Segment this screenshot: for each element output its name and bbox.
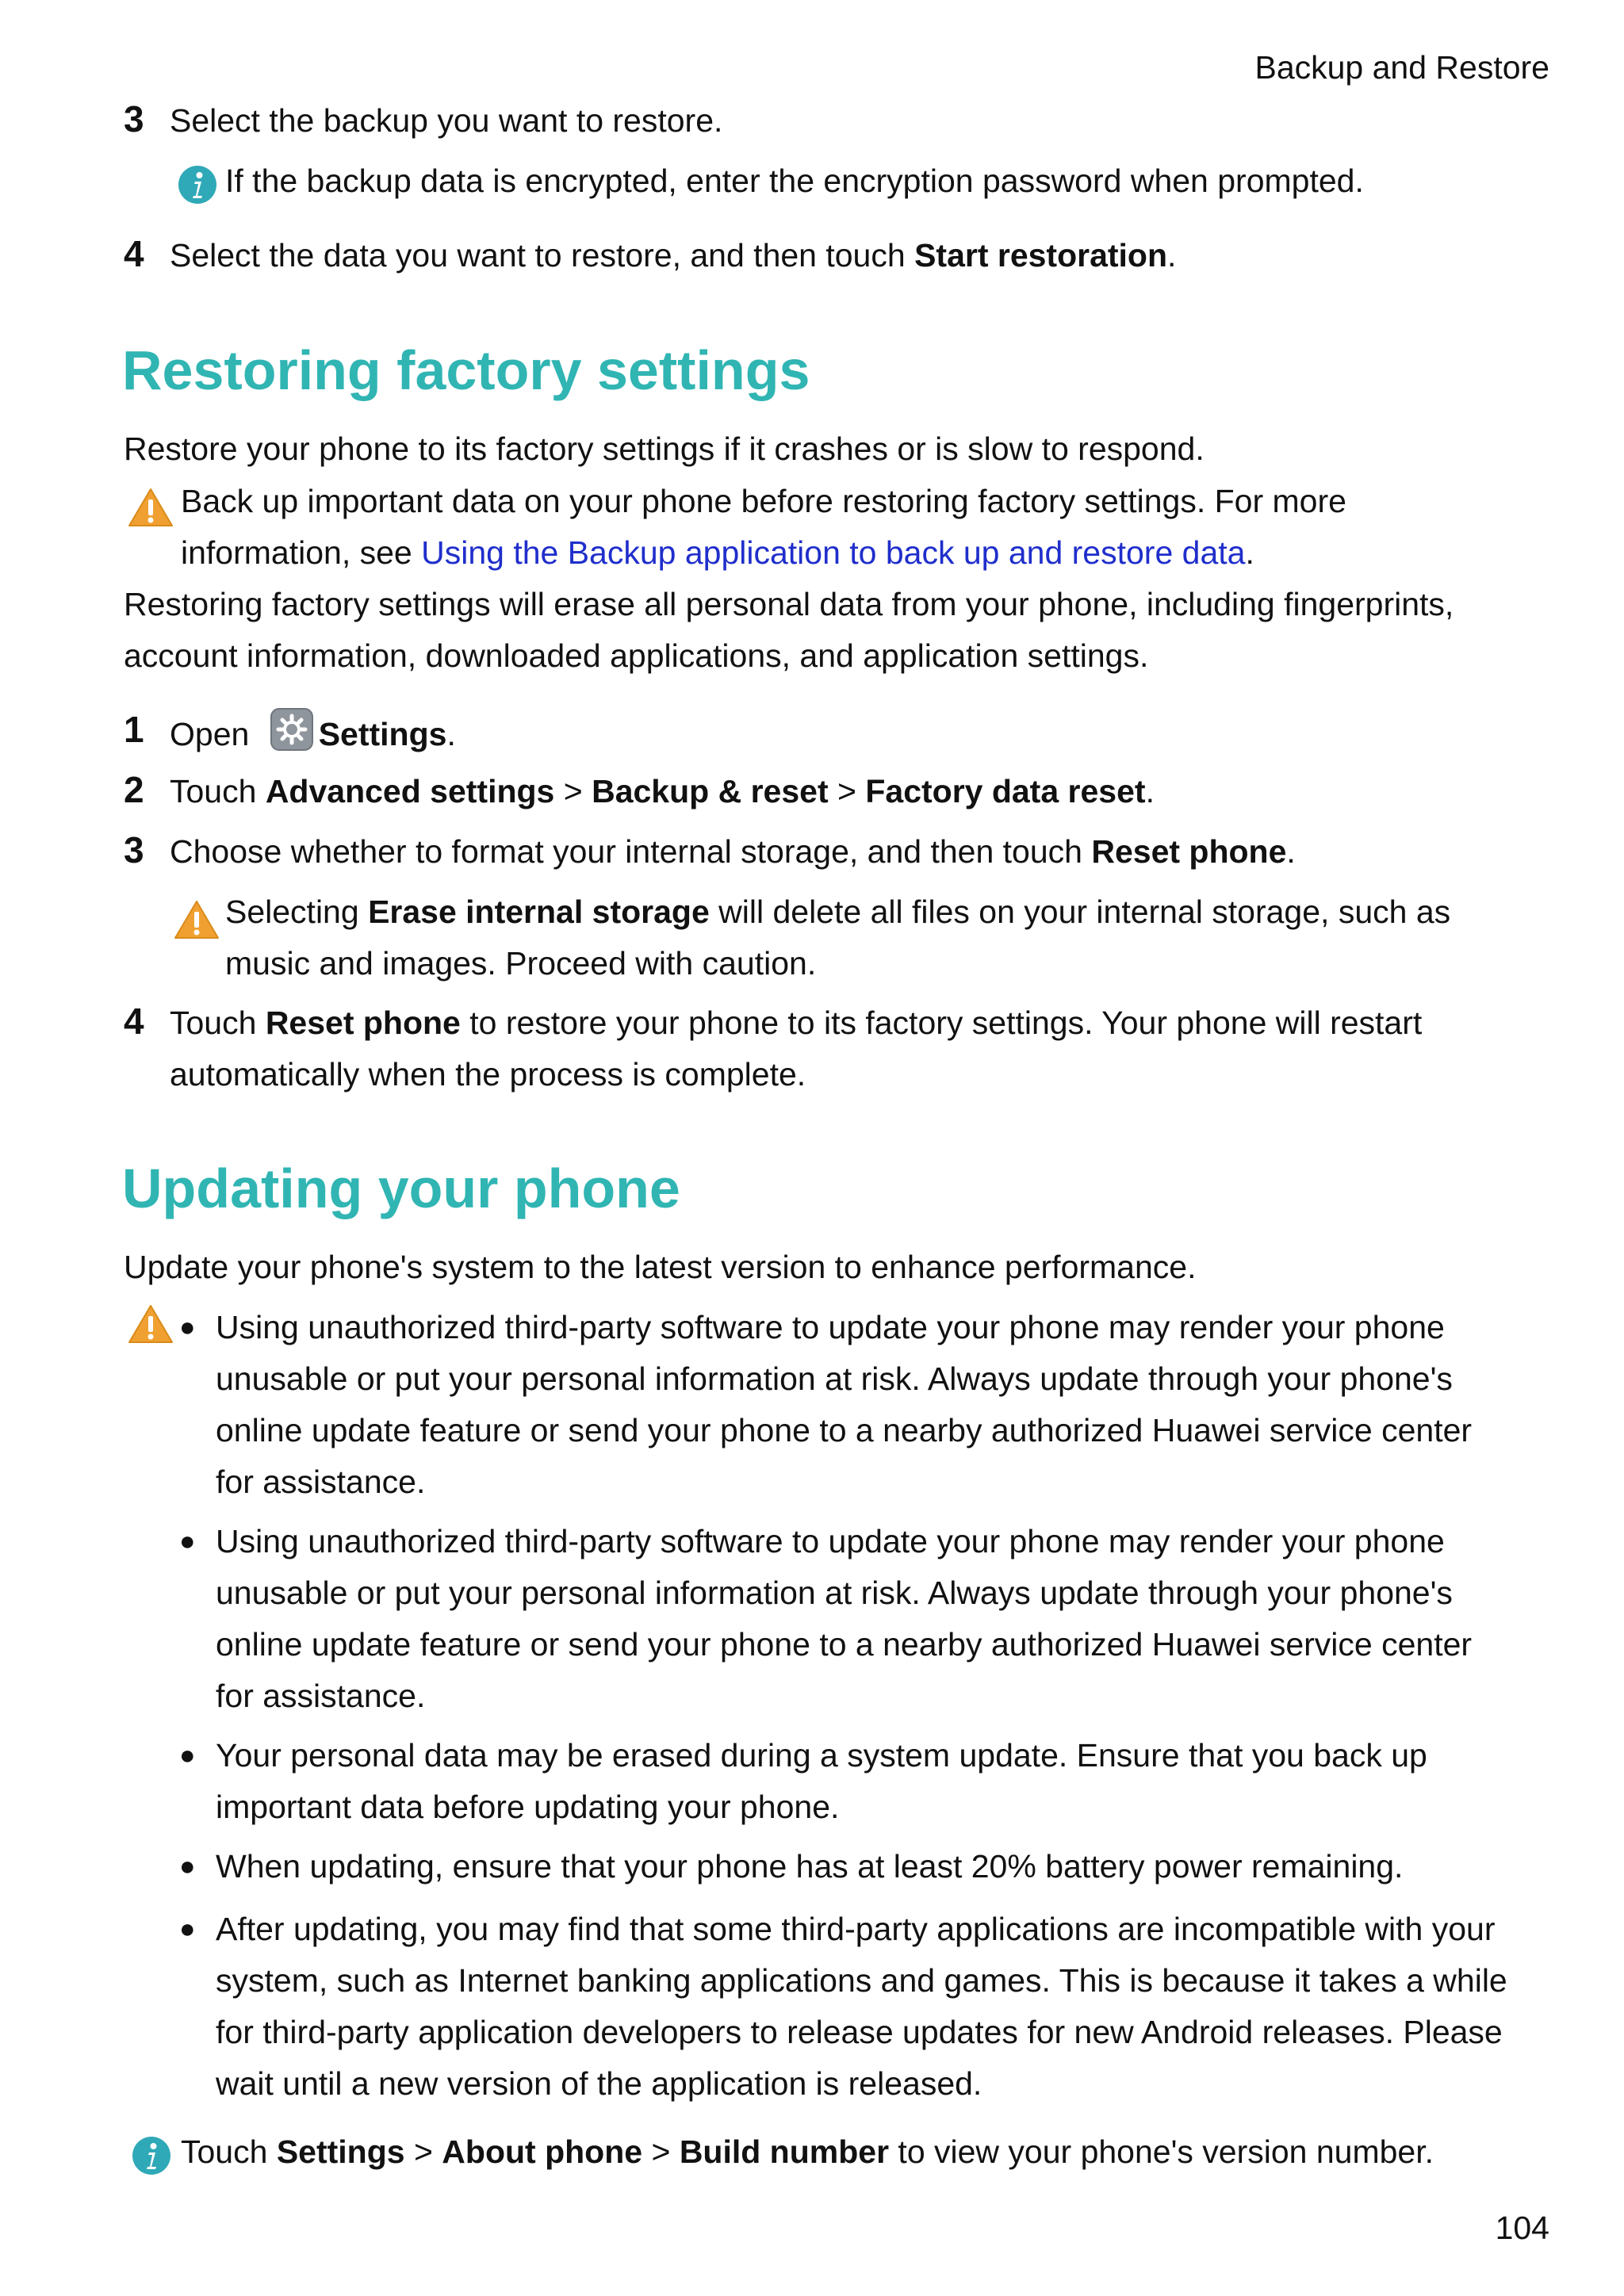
step-text: Touch Reset phone to restore your phone to its factory settings. Your phone will restart bbox=[170, 1004, 1423, 1041]
ui-term: Start restoration bbox=[914, 237, 1168, 274]
running-header: Backup and Restore bbox=[1254, 49, 1549, 86]
info-icon bbox=[178, 165, 217, 205]
warning-text: information, see Using the Backup application to back up and restore data. bbox=[181, 534, 1254, 571]
page-number: 104 bbox=[1495, 2210, 1549, 2246]
bullet: ● bbox=[179, 1526, 196, 1556]
tip-text: Touch Settings > About phone > Build number to view your phone's version number. bbox=[181, 2133, 1434, 2170]
warning-icon bbox=[127, 487, 174, 528]
list-item: ● Using unauthorized third-party software to update your phone may render your phone unusable or put your personal information at risk. Always update through your phone's online update feature or send your phone to a nearby authorized Huawei service center for assistance. bbox=[179, 1516, 1575, 1722]
paragraph-text: Restoring factory settings will erase all personal data from your phone, including fingerprints, bbox=[124, 586, 1454, 622]
warning-text: Selecting Erase internal storage will delete all files on your internal storage, such as bbox=[225, 894, 1451, 930]
step-text: Select the backup you want to restore. bbox=[170, 102, 723, 139]
step-number: 3 bbox=[124, 98, 144, 140]
ui-term: Settings bbox=[318, 716, 447, 752]
bullet: ● bbox=[179, 1851, 196, 1881]
section-heading: Updating your phone bbox=[122, 1158, 680, 1219]
paragraph-text: account information, downloaded applications, and application settings. bbox=[124, 637, 1149, 674]
intro-text: Restore your phone to its factory settings if it crashes or is slow to respond. bbox=[124, 430, 1205, 467]
step-text: Touch Advanced settings > Backup & reset > Factory data reset. bbox=[170, 773, 1155, 809]
step-text: automatically when the process is complete. bbox=[170, 1056, 806, 1093]
step-number: 3 bbox=[124, 829, 144, 871]
step-text: Select the data you want to restore, and then touch Start restoration. bbox=[170, 237, 1177, 274]
list-item: ● Using unauthorized third-party software to update your phone may render your phone unusable or put your personal information at risk. Always update through your phone's online update feature or send your phone to a nearby authorized Huawei service center for assistance. bbox=[179, 1302, 1575, 1508]
intro-text: Update your phone's system to the latest version to enhance performance. bbox=[124, 1249, 1197, 1285]
bullet: ● bbox=[179, 1914, 196, 1944]
step-number: 4 bbox=[124, 1001, 144, 1042]
list-item: ● Your personal data may be erased during a system update. Ensure that you back up important data before updating your phone. bbox=[179, 1730, 1575, 1833]
warning-text: music and images. Proceed with caution. bbox=[225, 945, 817, 982]
info-icon bbox=[132, 2136, 171, 2175]
step-number: 1 bbox=[124, 709, 144, 750]
step-text: Open Settings. bbox=[170, 707, 456, 760]
bullet: ● bbox=[179, 1740, 196, 1770]
warning-bullet-list bbox=[179, 1302, 1575, 2110]
bullet: ● bbox=[179, 1312, 196, 1342]
list-item: ● After updating, you may find that some third-party applications are incompatible with your system, such as Internet banking applications and games. This is because it takes a while for third-party application developers to release updates for new Android releases. Please wait until a new version of the application is released. bbox=[179, 1904, 1575, 2110]
warning-text: Back up important data on your phone before restoring factory settings. For more bbox=[181, 483, 1346, 519]
warning-icon bbox=[127, 1303, 174, 1345]
step-number: 4 bbox=[124, 233, 144, 274]
step-number: 2 bbox=[124, 769, 144, 810]
step-text: Choose whether to format your internal storage, and then touch Reset phone. bbox=[170, 833, 1296, 870]
note-text: If the backup data is encrypted, enter the encryption password when prompted. bbox=[225, 163, 1364, 199]
section-heading: Restoring factory settings bbox=[122, 339, 810, 401]
settings-gear-icon bbox=[270, 707, 314, 752]
warning-icon bbox=[173, 899, 220, 940]
list-item: ● When updating, ensure that your phone has at least 20% battery power remaining. bbox=[179, 1841, 1575, 1892]
backup-guide-link[interactable]: Using the Backup application to back up and restore data bbox=[421, 534, 1246, 571]
